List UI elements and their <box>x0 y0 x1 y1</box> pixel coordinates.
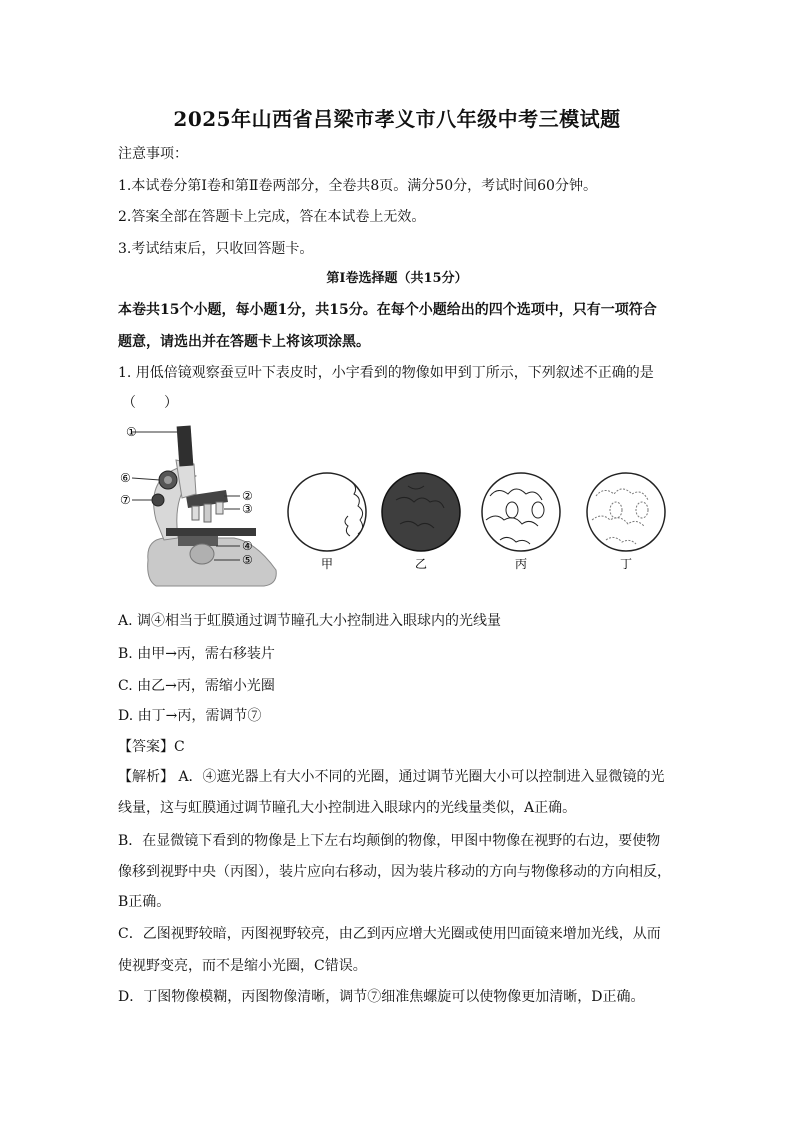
page-title: 2025年山西省吕梁市孝义市八年级中考三模试题 <box>173 107 621 131</box>
label-1: ① <box>126 425 137 439</box>
view-jia <box>288 473 366 551</box>
answer: 【答案】C <box>118 739 185 755</box>
question-stem: 1. 用低倍镜观察蚕豆叶下表皮时，小宇看到的物像如甲到丁所示，下列叙述不正确的是 <box>118 365 654 381</box>
analysis-line-3: B．在显微镜下看到的物像是上下左右均颠倒的物像，甲图中物像在视野的右边，要使物 <box>118 833 661 849</box>
view-yi <box>382 473 460 551</box>
view-label-yi: 乙 <box>414 557 428 571</box>
label-4: ④ <box>242 539 253 553</box>
note-item-2: 2.答案全部在答题卡上完成，答在本试卷上无效。 <box>118 209 426 225</box>
view-label-ding: 丁 <box>619 557 633 571</box>
label-5: ⑤ <box>242 553 253 567</box>
view-label-jia: 甲 <box>320 557 334 571</box>
label-3: ③ <box>242 502 253 516</box>
label-2: ② <box>242 489 253 503</box>
section-title: 第Ⅰ卷选择题（共15分） <box>326 271 468 286</box>
label-7: ⑦ <box>120 493 131 507</box>
note-item-1: 1.本试卷分第Ⅰ卷和第Ⅱ卷两部分，全卷共8页。满分50分，考试时间60分钟。 <box>118 178 597 194</box>
notes-heading: 注意事项： <box>118 146 188 162</box>
analysis-line-5: B正确。 <box>118 894 171 910</box>
question-figure <box>116 420 676 600</box>
analysis-line-4: 像移到视野中央（丙图），装片应向右移动，因为装片移动的方向与物像移动的方向相反， <box>118 864 671 880</box>
view-ding <box>587 473 665 551</box>
analysis-line-2: 线量，这与虹膜通过调节瞳孔大小控制进入眼球内的光线量类似，A正确。 <box>118 800 577 816</box>
answer-bracket: （ ） <box>122 395 178 411</box>
analysis-line-6: C．乙图视野较暗，丙图视野较亮，由乙到丙应增大光圈或使用凹面镜来增加光线，从而 <box>118 926 661 942</box>
option-d: D. 由丁→丙，需调节⑦ <box>118 708 262 724</box>
note-item-3: 3.考试结束后，只收回答题卡。 <box>118 241 314 257</box>
section-instructions-line-1: 本卷共15个小题，每小题1分，共15分。在每个小题给出的四个选项中，只有一项符合 <box>118 302 657 318</box>
analysis-line-1: 【解析】 A．④遮光器上有大小不同的光圈，通过调节光圈大小可以控制进入显微镜的光 <box>118 769 665 785</box>
option-c: C. 由乙→丙，需缩小光圈 <box>118 678 275 694</box>
view-bing <box>482 473 560 551</box>
option-b: B. 由甲→丙，需右移装片 <box>118 646 275 662</box>
microscope-illustration <box>132 426 276 586</box>
option-a: A. 调④相当于虹膜通过调节瞳孔大小控制进入眼球内的光线量 <box>118 613 502 629</box>
label-6: ⑥ <box>120 471 131 485</box>
analysis-line-7: 使视野变亮，而不是缩小光圈，C错误。 <box>118 958 367 974</box>
section-instructions-line-2: 题意，请选出并在答题卡上将该项涂黑。 <box>118 334 370 350</box>
analysis-line-8: D．丁图物像模糊，丙图物像清晰，调节⑦细准焦螺旋可以使物像更加清晰，D正确。 <box>118 989 645 1005</box>
view-label-bing: 丙 <box>514 557 528 571</box>
